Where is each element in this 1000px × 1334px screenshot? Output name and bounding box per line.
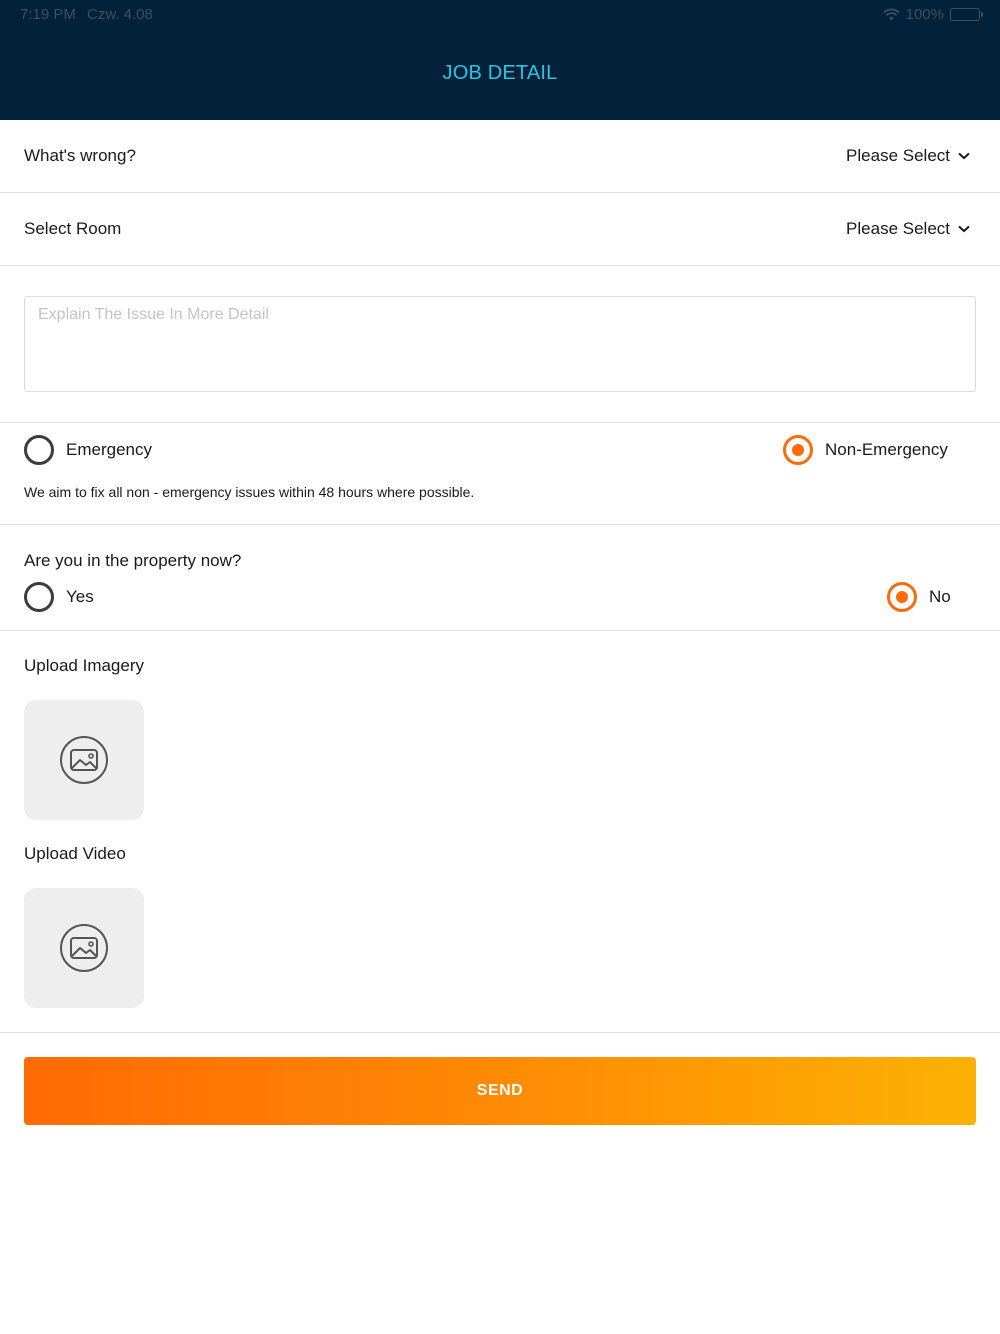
- select-room-label: Select Room: [24, 219, 122, 238]
- radio-unchecked-icon: [24, 582, 54, 612]
- whats-wrong-label: What's wrong?: [24, 146, 136, 165]
- upload-imagery-button[interactable]: [24, 700, 144, 820]
- upload-video-label: Upload Video: [24, 844, 126, 863]
- whats-wrong-row[interactable]: [0, 120, 1000, 193]
- yes-radio[interactable]: [24, 582, 94, 612]
- radio-checked-icon: [887, 582, 917, 612]
- send-button[interactable]: SEND: [24, 1057, 976, 1125]
- status-date: Czw. 4.08: [87, 6, 153, 23]
- in-property-question: Are you in the property now?: [24, 551, 242, 570]
- chevron-down-icon: [958, 152, 970, 160]
- upload-video-button[interactable]: [24, 888, 144, 1008]
- chevron-down-icon: [958, 225, 970, 233]
- non-emergency-radio[interactable]: [783, 435, 948, 465]
- select-room-select[interactable]: [846, 219, 970, 239]
- upload-imagery-label: Upload Imagery: [24, 656, 145, 675]
- radio-checked-icon: [783, 435, 813, 465]
- yes-label: Yes: [66, 587, 94, 606]
- select-room-row[interactable]: [0, 193, 1000, 266]
- no-label: No: [929, 587, 951, 606]
- emergency-label: Emergency: [66, 440, 152, 459]
- in-property-section: [0, 525, 1000, 631]
- radio-unchecked-icon: [24, 435, 54, 465]
- issue-details-placeholder: Explain The Issue In More Detail: [38, 306, 269, 323]
- image-icon: [59, 735, 109, 785]
- upload-section: [0, 631, 1000, 1033]
- select-room-value: Please Select: [846, 219, 950, 238]
- status-bar: [0, 0, 1000, 30]
- issue-details-textarea[interactable]: [24, 296, 976, 392]
- image-icon: [59, 923, 109, 973]
- status-time: 7:19 PM: [20, 6, 76, 23]
- non-emergency-label: Non-Emergency: [825, 440, 948, 459]
- status-indicators: [883, 6, 980, 23]
- battery-icon: [950, 8, 980, 21]
- urgency-note: We aim to fix all non - emergency issues within 48 hours where possible.: [24, 484, 475, 500]
- app-header: [0, 0, 1000, 120]
- whats-wrong-value: Please Select: [846, 146, 950, 165]
- whats-wrong-select[interactable]: [846, 146, 970, 166]
- emergency-radio[interactable]: [24, 435, 152, 465]
- wifi-icon: [883, 8, 900, 21]
- battery-percent: 100%: [905, 6, 944, 23]
- no-radio[interactable]: [887, 582, 951, 612]
- page-title: JOB DETAIL: [442, 62, 558, 84]
